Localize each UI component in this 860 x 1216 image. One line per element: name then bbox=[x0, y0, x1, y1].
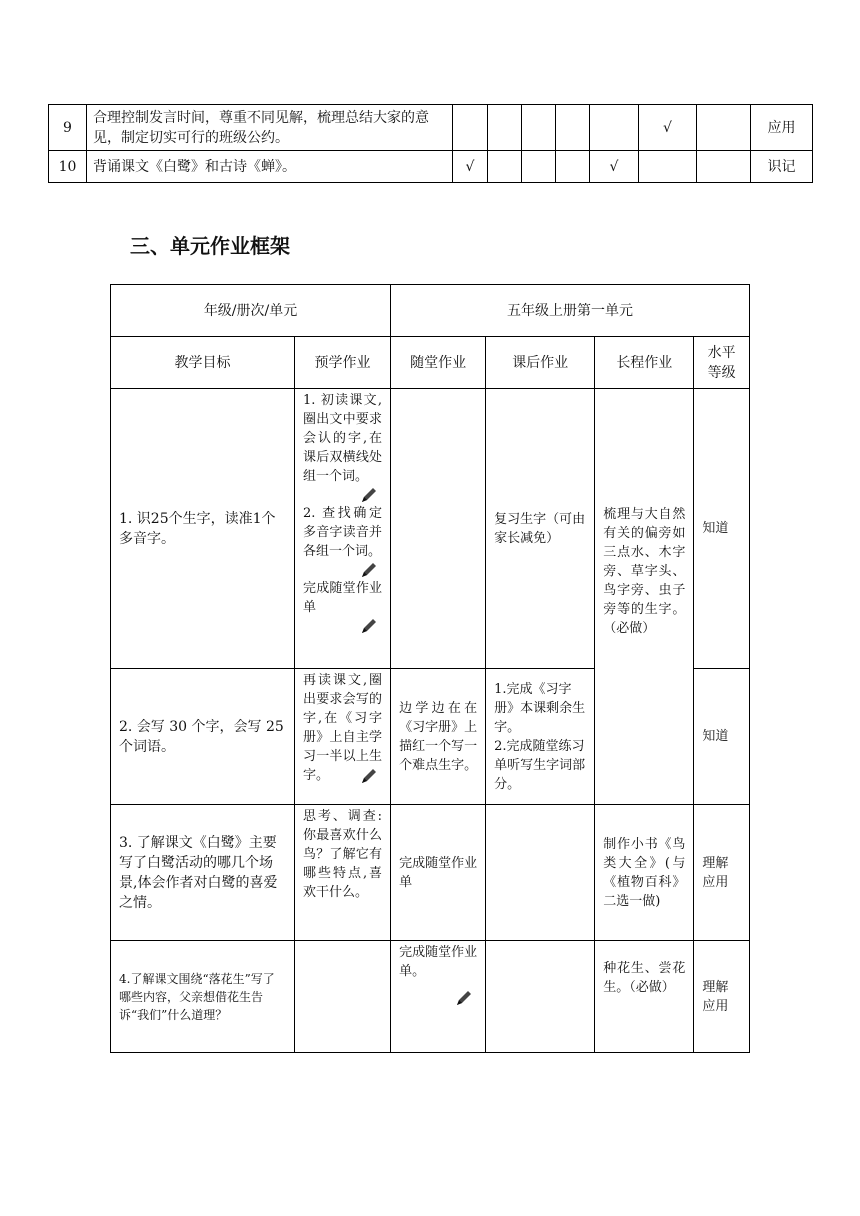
after-class-cell bbox=[486, 669, 595, 805]
after-class-cell bbox=[486, 941, 595, 1053]
pre-assignment-cell bbox=[295, 389, 391, 669]
header-label: 年级/册次/单元 bbox=[111, 285, 391, 337]
check-cell bbox=[522, 151, 556, 183]
check-cell: √ bbox=[453, 151, 488, 183]
column-header: 长程作业 bbox=[595, 337, 694, 389]
table-row bbox=[111, 941, 750, 1053]
pre-assignment-item: 思考、调查:你最喜欢什么鸟？了解它有哪些特点,喜欢干什么。 bbox=[303, 809, 383, 900]
column-header: 课后作业 bbox=[486, 337, 595, 389]
level-cell: 识记 bbox=[751, 151, 813, 183]
column-header: 随堂作业 bbox=[391, 337, 486, 389]
row-number: 9 bbox=[49, 105, 87, 151]
check-cell bbox=[556, 151, 590, 183]
column-header-row bbox=[111, 337, 750, 389]
check-cell bbox=[556, 105, 590, 151]
level-cell: 理解 应用 bbox=[694, 941, 750, 1053]
column-header: 水平等级 bbox=[694, 337, 750, 389]
goal-cell: 4.了解课文围绕“落花生”写了哪些内容，父亲想借花生告诉“我们”什么道理？ bbox=[111, 941, 295, 1053]
check-cell bbox=[488, 151, 522, 183]
after-class-item: 1.完成《习字册》本课剩余生字。 bbox=[494, 681, 586, 735]
longterm-cell: 种花生、尝花生。（必做） bbox=[595, 941, 694, 1053]
check-cell bbox=[453, 105, 488, 151]
goal-cell: 3. 了解课文《白鹭》主要写了白鹭活动的哪几个场景,体会作者对白鹭的喜爱之情。 bbox=[111, 805, 295, 941]
table-row bbox=[111, 805, 750, 941]
pre-assignment-cell bbox=[295, 941, 391, 1053]
row-number: 10 bbox=[49, 151, 87, 183]
row-description: 合理控制发言时间，尊重不同见解，梳理总结大家的意见，制定切实可行的班级公约。 bbox=[87, 105, 453, 151]
pen-icon bbox=[399, 989, 477, 1007]
table-row bbox=[49, 105, 813, 151]
row-description: 背诵课文《白鹭》和古诗《蝉》。 bbox=[87, 151, 453, 183]
after-class-cell bbox=[486, 805, 595, 941]
after-class-cell: 复习生字（可由家长减免） bbox=[486, 389, 595, 669]
check-cell bbox=[639, 151, 697, 183]
check-cell: √ bbox=[590, 151, 639, 183]
inclass-cell: 完成随堂作业单 bbox=[391, 805, 486, 941]
inclass-cell bbox=[391, 389, 486, 669]
level-cell: 理解 应用 bbox=[694, 805, 750, 941]
check-cell bbox=[522, 105, 556, 151]
level-cell: 知道 bbox=[694, 669, 750, 805]
after-class-item: 2.完成随堂练习单听写生字词部分。 bbox=[494, 738, 586, 792]
check-cell bbox=[697, 151, 751, 183]
pre-assignment-cell bbox=[295, 669, 391, 805]
pre-assignment-item: 2. 查找确定多音字读音并各组一个词。 bbox=[303, 506, 383, 559]
check-cell bbox=[697, 105, 751, 151]
column-header: 预学作业 bbox=[295, 337, 391, 389]
check-cell bbox=[488, 105, 522, 151]
goal-cell: 2. 会写 30 个字，会写 25 个词语。 bbox=[111, 669, 295, 805]
pen-icon bbox=[303, 486, 382, 504]
level-cell: 知道 bbox=[694, 389, 750, 669]
pen-icon bbox=[303, 617, 382, 635]
column-header: 教学目标 bbox=[111, 337, 295, 389]
inclass-cell: 边学边在在《习字册》上描红一个写一个难点生字。 bbox=[391, 669, 486, 805]
level-cell: 应用 bbox=[751, 105, 813, 151]
longterm-cell: 制作小书《鸟类大全》(与《植物百科》二选一做) bbox=[595, 805, 694, 941]
objective-table bbox=[48, 104, 813, 183]
table-row bbox=[111, 389, 750, 669]
pre-assignment-item: 完成随堂作业单 bbox=[303, 581, 383, 615]
inclass-cell bbox=[391, 941, 486, 1053]
pre-assignment-item: 1. 初读课文,圈出文中要求会认的字,在课后双横线处组一个词。 bbox=[303, 393, 383, 484]
header-value: 五年级上册第一单元 bbox=[391, 285, 750, 337]
longterm-cell: 梳理与大自然有关的偏旁如三点水、木字旁、草字头、鸟字旁、虫子旁等的生字。（必做） bbox=[595, 389, 694, 805]
framework-table bbox=[110, 284, 750, 1053]
pre-assignment-cell bbox=[295, 805, 391, 941]
inclass-item: 完成随堂作业单。 bbox=[399, 945, 478, 979]
pre-assignment-item: 再读课文,圈出要求会写的字,在《习字册》上自主学习一半以上生字。 bbox=[303, 673, 383, 783]
pen-icon bbox=[303, 561, 382, 579]
check-cell bbox=[590, 105, 639, 151]
header-row bbox=[111, 285, 750, 337]
check-cell: √ bbox=[639, 105, 697, 151]
goal-cell: 1. 识25个生字，读准1个多音字。 bbox=[111, 389, 295, 669]
section-title: 三、单元作业框架 bbox=[130, 234, 290, 258]
table-row bbox=[49, 151, 813, 183]
